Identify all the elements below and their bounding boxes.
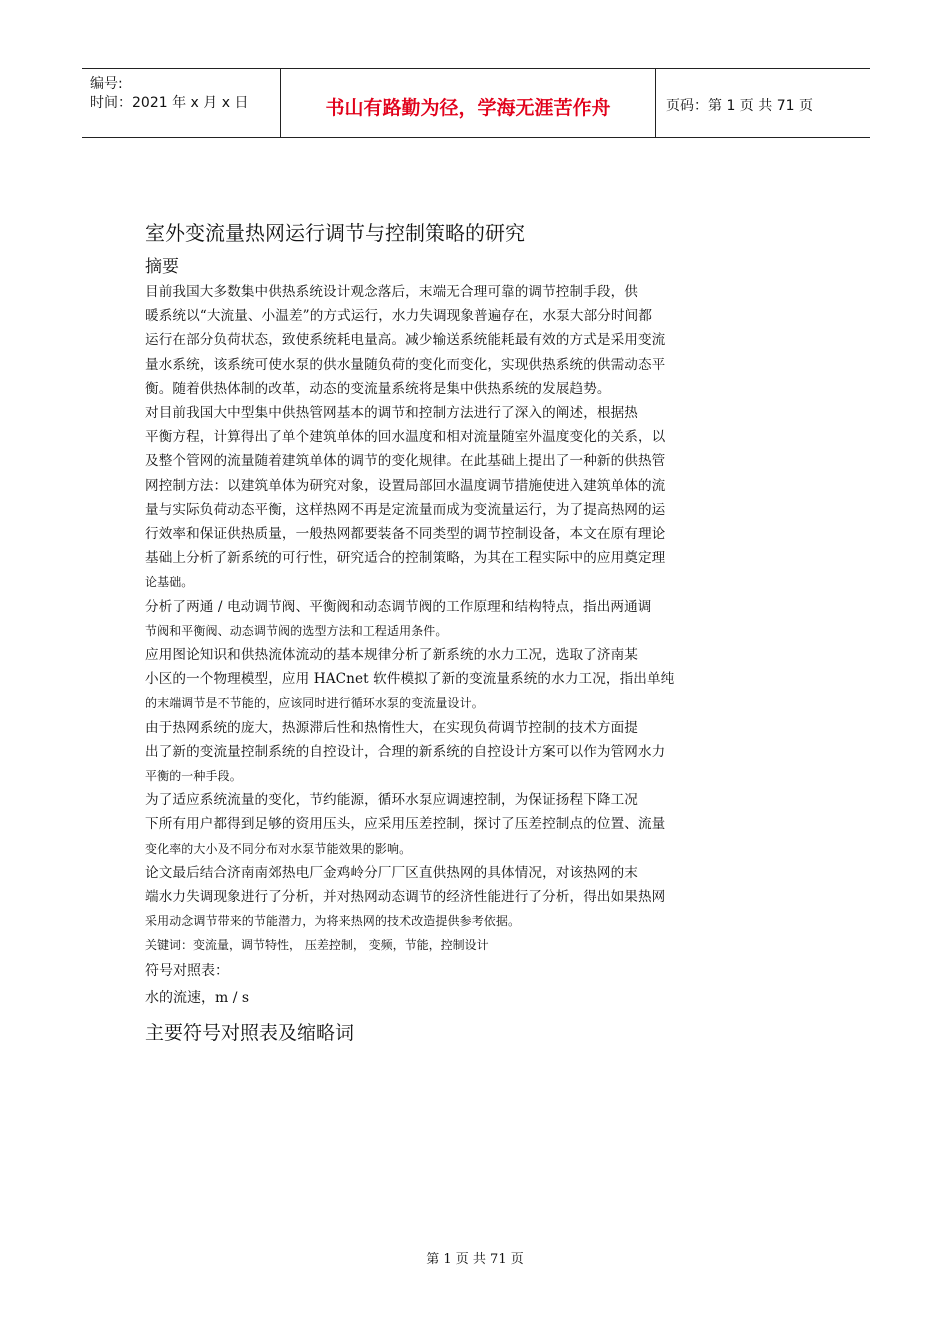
paragraph-line: 节阀和平衡阀、动态调节阀的选型方法和工程适用条件。 <box>145 623 448 638</box>
paragraph-line: 平衡的一种手段。 <box>145 769 242 784</box>
document-body <box>145 218 751 1047</box>
symbol-item: 水的流速，m / s <box>145 990 250 1007</box>
paragraph-line: 对目前我国大中型集中供热管网基本的调节和控制方法进行了深入的阐述，根据热 <box>145 405 638 422</box>
paragraph-line: 运行在部分负荷状态，致使系统耗电量高。减少输送系统能耗最有效的方式是采用变流 <box>145 332 666 349</box>
paragraph-line: 量水系统，该系统可使水泵的供水量随负荷的变化而变化，实现供热系统的供需动态平 <box>145 356 666 373</box>
symbol-table-label: 符号对照表： <box>145 963 229 980</box>
paragraph-line: 平衡方程，计算得出了单个建筑单体的回水温度和相对流量随室外温度变化的关系，以 <box>145 429 666 446</box>
abstract-paragraph <box>145 595 751 643</box>
paragraph-line: 行效率和保证供热质量，一般热网都要装备不同类型的调节控制设备，本文在原有理论 <box>145 526 666 543</box>
page-footer: 第 1 页 共 71 页 <box>426 1252 524 1267</box>
paragraph-line: 的末端调节是不节能的，应该同时进行循环水泵的变流量设计。 <box>145 696 484 711</box>
paragraph-line: 采用动念调节带来的节能潜力，为将来热网的技术改造提供参考依据。 <box>145 914 521 929</box>
header-middle-cell <box>281 69 656 137</box>
paragraph-line: 下所有用户都得到足够的资用压头，应采用压差控制，探讨了压差控制点的位置、流量 <box>145 816 666 833</box>
paragraph-line: 分析了两通 / 电动调节阀、平衡阀和动态调节阀的工作原理和结构特点，指出两通调 <box>145 598 652 615</box>
document-number-label: 编号: <box>90 76 123 92</box>
abstract-paragraphs <box>145 280 751 933</box>
abstract-paragraph <box>145 861 751 934</box>
paragraph-line: 网控制方法：以建筑单体为研究对象，设置局部回水温度调节措施使进入建筑单体的流 <box>145 477 666 494</box>
paragraph-line: 出了新的变流量控制系统的自控设计，合理的新系统的自控设计方案可以作为管网水力 <box>145 743 666 760</box>
document-title: 室外变流量热网运行调节与控制策略的研究 <box>145 221 525 245</box>
paragraph-line: 量与实际负荷动态平衡，这样热网不再是定流量而成为变流量运行，为了提高热网的运 <box>145 501 666 518</box>
paragraph-line: 应用图论知识和供热流体流动的基本规律分析了新系统的水力工况，选取了济南某 <box>145 647 638 664</box>
paragraph-line: 暖系统以“大流量、小温差”的方式运行，水力失调现象普遍存在，水泵大部分时间都 <box>145 308 653 325</box>
paragraph-line: 端水力失调现象进行了分析，并对热网动态调节的经济性能进行了分析，得出如果热网 <box>145 889 666 906</box>
abstract-paragraph <box>145 788 751 861</box>
paragraph-line: 基础上分析了新系统的可行性，研究适合的控制策略，为其在工程实际中的应用奠定理 <box>145 550 666 567</box>
paragraph-line: 衡。随着供热体制的改革，动态的变流量系统将是集中供热系统的发展趋势。 <box>145 380 611 397</box>
header-motto: 书山有路勤为径，学海无涯苦作舟 <box>325 97 611 119</box>
paragraph-line: 由于热网系统的庞大，热源滞后性和热惰性大，在实现负荷调节控制的技术方面提 <box>145 719 638 736</box>
paragraph-line: 为了适应系统流量的变化，节约能源，循环水泵应调速控制，为保证扬程下降工况 <box>145 792 638 809</box>
paragraph-line: 目前我国大多数集中供热系统设计观念落后，末端无合理可靠的调节控制手段，供 <box>145 284 638 300</box>
abstract-paragraph <box>145 643 751 716</box>
document-header <box>82 68 870 138</box>
keywords-line: 关键词：变流量，调节特性， 压差控制， 变频，节能，控制设计 <box>145 938 489 953</box>
paragraph-line: 及整个管网的流量随着建筑单体的调节的变化规律。在此基础上提出了一种新的供热管 <box>145 453 666 470</box>
section-heading: 主要符号对照表及缩略词 <box>145 1022 355 1045</box>
document-date: 时间：2021 年 x 月 x 日 <box>90 95 249 111</box>
header-left-cell <box>82 69 281 137</box>
paragraph-line: 小区的一个物理模型，应用 HACnet 软件模拟了新的变流量系统的水力工况，指出单纯 <box>145 671 675 688</box>
paragraph-line: 变化率的大小及不同分布对水泵节能效果的影响。 <box>145 841 412 856</box>
header-right-cell <box>656 69 870 137</box>
paragraph-line: 论基础。 <box>145 575 194 590</box>
abstract-paragraph <box>145 401 751 595</box>
abstract-heading: 摘要 <box>145 257 179 277</box>
paragraph-line: 论文最后结合济南南郊热电厂金鸡岭分厂厂区直供热网的具体情况，对该热网的末 <box>145 864 638 881</box>
abstract-paragraph <box>145 716 751 789</box>
header-page-info: 页码：第 1 页 共 71 页 <box>666 98 813 114</box>
abstract-paragraph <box>145 280 751 401</box>
